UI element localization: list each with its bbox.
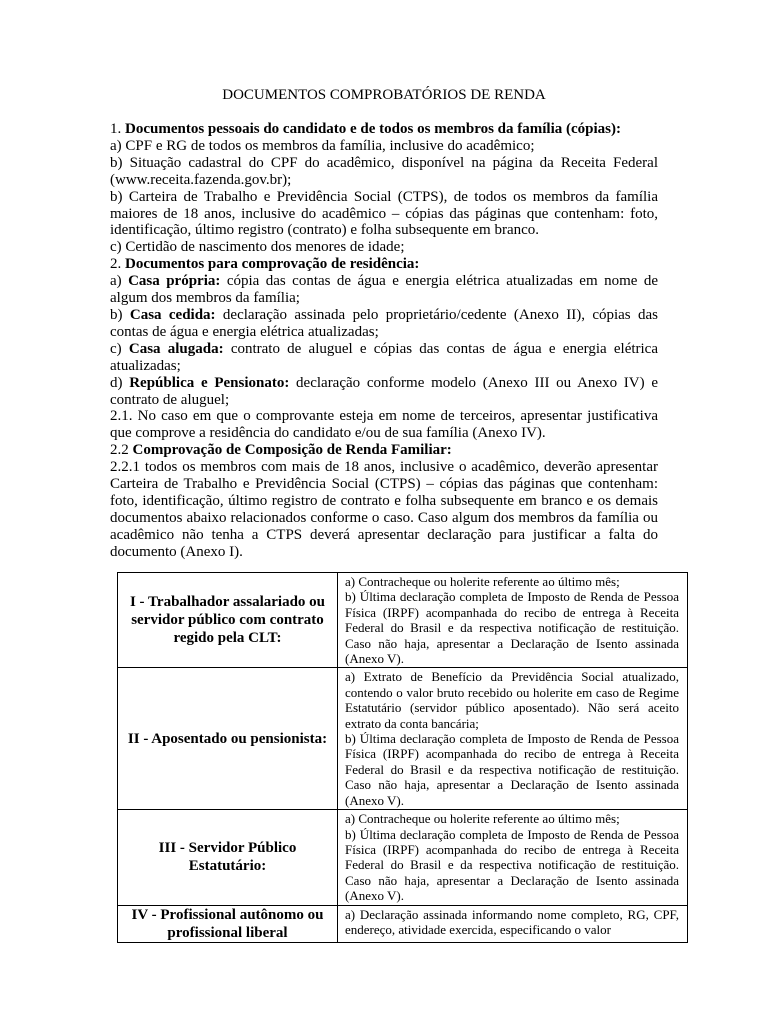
paragraph: a) Casa própria: cópia das contas de água e energia elétrica atualizadas em nome de algum dos membros da família;: [110, 273, 658, 307]
document-body: [110, 121, 658, 561]
paragraph: b) Casa cedida: declaração assinada pelo proprietário/cedente (Anexo II), cópias das contas de água e energia elétrica atualizadas;: [110, 306, 658, 340]
paragraph: c) Certidão de nascimento dos menores de idade;: [110, 239, 405, 256]
requirements-cell: [338, 905, 688, 942]
paragraph: 2.1. No caso em que o comprovante esteja em nome de terceiros, apresentar justificativa que comprove a residência do candidato e/ou de sua família (Anexo IV).: [110, 408, 658, 442]
table-row: [118, 573, 688, 668]
paragraph: 2.2 Comprovação de Composição de Renda Familiar:: [110, 442, 452, 459]
paragraph: b) Carteira de Trabalho e Previdência Social (CTPS), de todos os membros da família maiores de 18 anos, inclusive do acadêmico – cópias das páginas que contenham: foto, identificação, último registro (contrato) e folha subsequente em branco.: [110, 188, 658, 239]
requirement-item: a) Contracheque ou holerite referente ao último mês;: [345, 811, 620, 827]
table-row: [118, 668, 688, 810]
requirement-item: b) Última declaração completa de Imposto de Renda de Pessoa Física (IRPF) acompanhada do recibo de entrega à Receita Federal do Brasil e da respectiva notificação de restituição. Caso não haja, apresentar a Declaração de Isento assinada (Anexo V).: [345, 589, 679, 667]
paragraph: 2.2.1 todos os membros com mais de 18 anos, inclusive o acadêmico, deverão apresentar Carteira de Trabalho e Previdência Social (CTPS) – cópias das páginas que contenham: foto, identificação, último registro de contrato e folha subsequente em branco e os demais documentos abaixo relacionados conforme o caso. Caso algum dos membros da família ou acadêmico não tenha a CTPS deverá apresentar declaração para justificar a falta do documento (Anexo I).: [110, 459, 658, 560]
requirement-item: b) Última declaração completa de Imposto de Renda de Pessoa Física (IRPF) acompanhada do recibo de entrega à Receita Federal do Brasil e da respectiva notificação de restituição. Caso não haja, apresentar a Declaração de Isento assinada (Anexo V).: [345, 826, 679, 904]
category-cell: I - Trabalhador assalariado ou servidor público com contrato regido pela CLT:: [118, 573, 338, 668]
paragraph: 1. Documentos pessoais do candidato e de todos os membros da família (cópias):: [110, 121, 621, 137]
category-cell: II - Aposentado ou pensionista:: [118, 668, 338, 810]
paragraph: 2. Documentos para comprovação de residência:: [110, 256, 420, 273]
paragraph: d) República e Pensionato: declaração conforme modelo (Anexo III ou Anexo IV) e contrato de aluguel;: [110, 374, 658, 408]
requirement-item: a) Contracheque ou holerite referente ao último mês;: [345, 574, 620, 589]
requirements-cell: [338, 668, 688, 810]
requirements-cell: [338, 810, 688, 905]
requirement-item: a) Declaração assinada informando nome completo, RG, CPF, endereço, atividade exercida, especificando o valor: [345, 906, 679, 937]
table-row: [118, 905, 688, 942]
paragraph: b) Situação cadastral do CPF do acadêmico, disponível na página da Receita Federal (www.receita.fazenda.gov.br);: [110, 154, 658, 188]
requirement-item: b) Última declaração completa de Imposto de Renda de Pessoa Física (IRPF) acompanhada do recibo de entrega à Receita Federal do Brasil e da respectiva notificação de restituição. Caso não haja, apresentar a Declaração de Isento assinada (Anexo V).: [345, 731, 679, 808]
category-cell: III - Servidor Público Estatutário:: [118, 810, 338, 905]
requirements-cell: [338, 573, 688, 668]
category-cell: IV - Profissional autônomo ou profissional liberal: [118, 905, 338, 942]
income-documents-table: [117, 572, 688, 943]
paragraph: c) Casa alugada: contrato de aluguel e cópias das contas de água e energia elétrica atualizadas;: [110, 340, 658, 374]
paragraph: a) CPF e RG de todos os membros da família, inclusive do acadêmico;: [110, 137, 535, 154]
table-row: [118, 810, 688, 905]
document-title: DOCUMENTOS COMPROBATÓRIOS DE RENDA: [222, 87, 546, 103]
requirement-item: a) Extrato de Benefício da Previdência Social atualizado, contendo o valor bruto recebido ou holerite em caso de Regime Estatutário (servidor público aposentado). Não será aceito extrato da conta bancária;: [345, 669, 679, 731]
